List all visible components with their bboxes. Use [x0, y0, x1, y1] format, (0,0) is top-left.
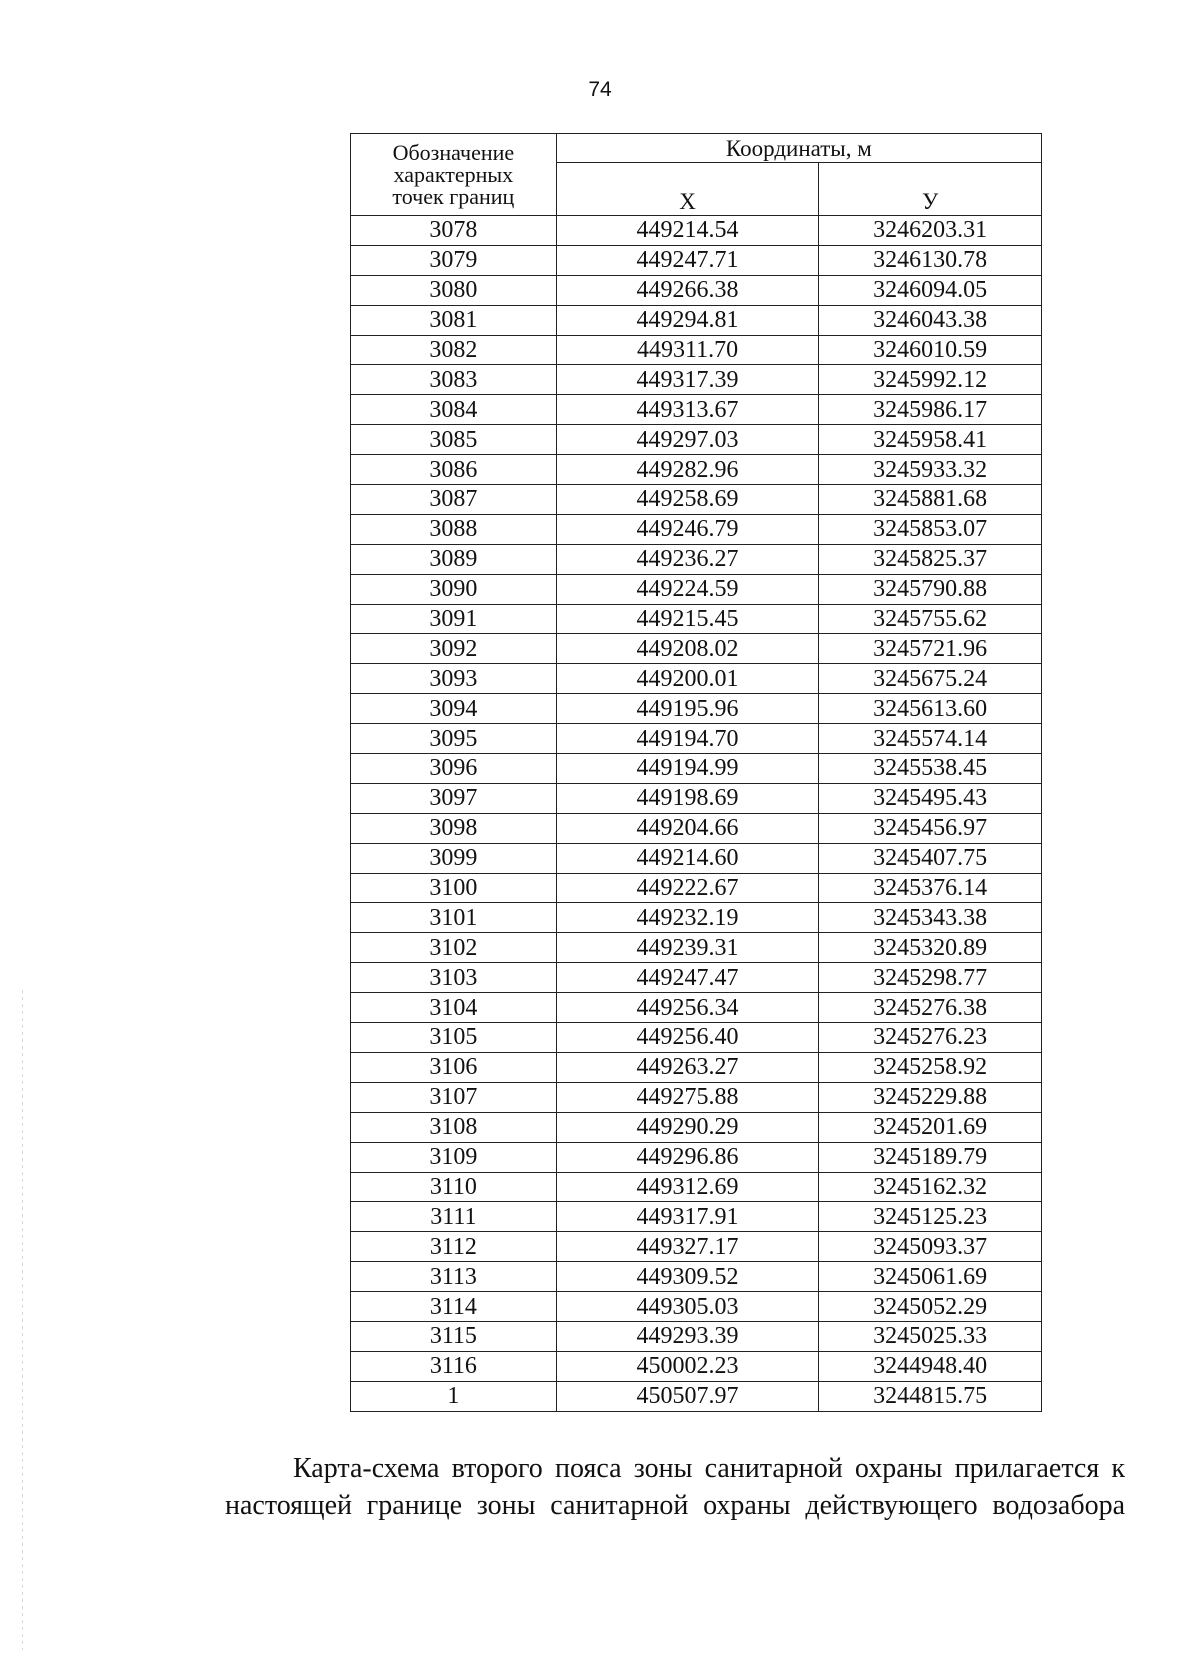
- point-id-cell: 3100: [351, 873, 557, 903]
- table-row: [351, 694, 1042, 724]
- header-designation-line-2: характерных: [393, 161, 514, 187]
- point-id-cell: 3115: [351, 1321, 557, 1351]
- y-coordinate-cell: 3246130.78: [819, 245, 1042, 275]
- table-row: [351, 754, 1042, 784]
- y-coordinate-cell: 3245298.77: [819, 963, 1042, 993]
- x-coordinate-cell: 450507.97: [556, 1381, 819, 1411]
- point-id-cell: 3105: [351, 1023, 557, 1053]
- header-coordinates: Координаты, м: [556, 134, 1041, 163]
- x-coordinate-cell: 449305.03: [556, 1292, 819, 1322]
- point-id-cell: 3085: [351, 425, 557, 455]
- point-id-cell: 3110: [351, 1172, 557, 1202]
- header-designation: [351, 134, 557, 216]
- point-id-cell: 3102: [351, 933, 557, 963]
- y-coordinate-cell: 3245992.12: [819, 365, 1042, 395]
- table-row: [351, 1232, 1042, 1262]
- y-coordinate-cell: 3245853.07: [819, 514, 1042, 544]
- table-header: [351, 134, 1042, 216]
- point-id-cell: 3114: [351, 1292, 557, 1322]
- y-coordinate-cell: 3245675.24: [819, 664, 1042, 694]
- point-id-cell: 3112: [351, 1232, 557, 1262]
- x-coordinate-cell: 449266.38: [556, 275, 819, 305]
- table-row: [351, 1292, 1042, 1322]
- x-coordinate-cell: 449317.39: [556, 365, 819, 395]
- table-row: [351, 1172, 1042, 1202]
- x-coordinate-cell: 449204.66: [556, 813, 819, 843]
- point-id-cell: 3116: [351, 1351, 557, 1381]
- y-coordinate-cell: 3245958.41: [819, 425, 1042, 455]
- table-row: [351, 634, 1042, 664]
- table-row: [351, 335, 1042, 365]
- table-row: [351, 1262, 1042, 1292]
- point-id-cell: 3098: [351, 813, 557, 843]
- point-id-cell: 3101: [351, 903, 557, 933]
- point-id-cell: 3090: [351, 574, 557, 604]
- table-row: [351, 216, 1042, 246]
- table-row: [351, 1202, 1042, 1232]
- table-row: [351, 395, 1042, 425]
- coordinates-table: [350, 133, 1042, 1412]
- point-id-cell: 3091: [351, 604, 557, 634]
- x-coordinate-cell: 449246.79: [556, 514, 819, 544]
- x-coordinate-cell: 449215.45: [556, 604, 819, 634]
- point-id-cell: 3109: [351, 1142, 557, 1172]
- table-body: [351, 216, 1042, 1412]
- y-coordinate-cell: 3245343.38: [819, 903, 1042, 933]
- table-row: [351, 275, 1042, 305]
- table-row: [351, 903, 1042, 933]
- x-coordinate-cell: 449311.70: [556, 335, 819, 365]
- point-id-cell: 3108: [351, 1112, 557, 1142]
- x-coordinate-cell: 449294.81: [556, 305, 819, 335]
- table-row: [351, 963, 1042, 993]
- x-coordinate-cell: 449313.67: [556, 395, 819, 425]
- y-coordinate-cell: 3245933.32: [819, 455, 1042, 485]
- y-coordinate-cell: 3245162.32: [819, 1172, 1042, 1202]
- x-coordinate-cell: 449282.96: [556, 455, 819, 485]
- y-coordinate-cell: 3246010.59: [819, 335, 1042, 365]
- x-coordinate-cell: 449194.70: [556, 724, 819, 754]
- table-row: [351, 604, 1042, 634]
- x-coordinate-cell: 449224.59: [556, 574, 819, 604]
- point-id-cell: 3082: [351, 335, 557, 365]
- point-id-cell: 3106: [351, 1052, 557, 1082]
- y-coordinate-cell: 3245495.43: [819, 783, 1042, 813]
- y-coordinate-cell: 3245825.37: [819, 544, 1042, 574]
- y-coordinate-cell: 3245881.68: [819, 485, 1042, 515]
- y-coordinate-cell: 3245276.38: [819, 993, 1042, 1023]
- point-id-cell: 3086: [351, 455, 557, 485]
- y-coordinate-cell: 3245320.89: [819, 933, 1042, 963]
- table-row: [351, 724, 1042, 754]
- point-id-cell: 3094: [351, 694, 557, 724]
- point-id-cell: 3088: [351, 514, 557, 544]
- table-row: [351, 544, 1042, 574]
- x-coordinate-cell: 449297.03: [556, 425, 819, 455]
- y-coordinate-cell: 3244948.40: [819, 1351, 1042, 1381]
- point-id-cell: 3083: [351, 365, 557, 395]
- y-coordinate-cell: 3245456.97: [819, 813, 1042, 843]
- x-coordinate-cell: 449239.31: [556, 933, 819, 963]
- x-coordinate-cell: 449195.96: [556, 694, 819, 724]
- x-coordinate-cell: 450002.23: [556, 1351, 819, 1381]
- x-coordinate-cell: 449247.47: [556, 963, 819, 993]
- x-coordinate-cell: 449232.19: [556, 903, 819, 933]
- x-coordinate-cell: 449208.02: [556, 634, 819, 664]
- caption-paragraph: [225, 1450, 1125, 1524]
- y-coordinate-cell: 3245376.14: [819, 873, 1042, 903]
- y-coordinate-cell: 3244815.75: [819, 1381, 1042, 1411]
- y-coordinate-cell: 3245721.96: [819, 634, 1042, 664]
- page-number: 74: [588, 78, 612, 101]
- table-row: [351, 1321, 1042, 1351]
- y-coordinate-cell: 3246043.38: [819, 305, 1042, 335]
- table-row: [351, 1142, 1042, 1172]
- point-id-cell: 3097: [351, 783, 557, 813]
- point-id-cell: 3078: [351, 216, 557, 246]
- table-row: [351, 1023, 1042, 1053]
- table-row: [351, 1351, 1042, 1381]
- point-id-cell: 3113: [351, 1262, 557, 1292]
- x-coordinate-cell: 449247.71: [556, 245, 819, 275]
- y-coordinate-cell: 3245229.88: [819, 1082, 1042, 1112]
- table-row: [351, 514, 1042, 544]
- table-row: [351, 1052, 1042, 1082]
- x-coordinate-cell: 449258.69: [556, 485, 819, 515]
- y-coordinate-cell: 3245276.23: [819, 1023, 1042, 1053]
- point-id-cell: 3093: [351, 664, 557, 694]
- header-y: У: [819, 163, 1042, 216]
- point-id-cell: 3084: [351, 395, 557, 425]
- x-coordinate-cell: 449256.40: [556, 1023, 819, 1053]
- x-coordinate-cell: 449200.01: [556, 664, 819, 694]
- point-id-cell: 3107: [351, 1082, 557, 1112]
- table-row: [351, 365, 1042, 395]
- table-row: [351, 425, 1042, 455]
- point-id-cell: 3089: [351, 544, 557, 574]
- x-coordinate-cell: 449214.60: [556, 843, 819, 873]
- caption-line-1: Карта-схема второго пояса зоны санитарной охраны прилагается к: [293, 1453, 1125, 1484]
- point-id-cell: 3095: [351, 724, 557, 754]
- y-coordinate-cell: 3245052.29: [819, 1292, 1042, 1322]
- table-row: [351, 1082, 1042, 1112]
- point-id-cell: 1: [351, 1381, 557, 1411]
- x-coordinate-cell: 449317.91: [556, 1202, 819, 1232]
- x-coordinate-cell: 449327.17: [556, 1232, 819, 1262]
- scan-edge-artifact: [22, 990, 23, 1650]
- x-coordinate-cell: 449309.52: [556, 1262, 819, 1292]
- y-coordinate-cell: 3245201.69: [819, 1112, 1042, 1142]
- y-coordinate-cell: 3245790.88: [819, 574, 1042, 604]
- table-row: [351, 574, 1042, 604]
- x-coordinate-cell: 449194.99: [556, 754, 819, 784]
- y-coordinate-cell: 3246203.31: [819, 216, 1042, 246]
- x-coordinate-cell: 449198.69: [556, 783, 819, 813]
- y-coordinate-cell: 3245189.79: [819, 1142, 1042, 1172]
- header-designation-line-1: Обозначение: [392, 139, 515, 165]
- y-coordinate-cell: 3246094.05: [819, 275, 1042, 305]
- table-row: [351, 1112, 1042, 1142]
- point-id-cell: 3081: [351, 305, 557, 335]
- y-coordinate-cell: 3245093.37: [819, 1232, 1042, 1262]
- point-id-cell: 3096: [351, 754, 557, 784]
- x-coordinate-cell: 449222.67: [556, 873, 819, 903]
- y-coordinate-cell: 3245407.75: [819, 843, 1042, 873]
- point-id-cell: 3099: [351, 843, 557, 873]
- table-row: [351, 305, 1042, 335]
- table-row: [351, 993, 1042, 1023]
- point-id-cell: 3103: [351, 963, 557, 993]
- y-coordinate-cell: 3245986.17: [819, 395, 1042, 425]
- table-row: [351, 245, 1042, 275]
- x-coordinate-cell: 449275.88: [556, 1082, 819, 1112]
- header-designation-line-3: точек границ: [392, 183, 515, 209]
- table-row: [351, 813, 1042, 843]
- header-x: X: [556, 163, 819, 216]
- y-coordinate-cell: 3245755.62: [819, 604, 1042, 634]
- y-coordinate-cell: 3245125.23: [819, 1202, 1042, 1232]
- y-coordinate-cell: 3245538.45: [819, 754, 1042, 784]
- x-coordinate-cell: 449312.69: [556, 1172, 819, 1202]
- point-id-cell: 3087: [351, 485, 557, 515]
- x-coordinate-cell: 449290.29: [556, 1112, 819, 1142]
- y-coordinate-cell: 3245025.33: [819, 1321, 1042, 1351]
- x-coordinate-cell: 449296.86: [556, 1142, 819, 1172]
- point-id-cell: 3111: [351, 1202, 557, 1232]
- x-coordinate-cell: 449293.39: [556, 1321, 819, 1351]
- y-coordinate-cell: 3245258.92: [819, 1052, 1042, 1082]
- table-row: [351, 783, 1042, 813]
- point-id-cell: 3104: [351, 993, 557, 1023]
- point-id-cell: 3080: [351, 275, 557, 305]
- table-row: [351, 873, 1042, 903]
- y-coordinate-cell: 3245613.60: [819, 694, 1042, 724]
- caption-line-2: настоящей границе зоны санитарной охраны действующего водозабора: [225, 1490, 1125, 1521]
- point-id-cell: 3092: [351, 634, 557, 664]
- point-id-cell: 3079: [351, 245, 557, 275]
- table-row: [351, 485, 1042, 515]
- y-coordinate-cell: 3245574.14: [819, 724, 1042, 754]
- x-coordinate-cell: 449236.27: [556, 544, 819, 574]
- table-row: [351, 843, 1042, 873]
- x-coordinate-cell: 449214.54: [556, 216, 819, 246]
- y-coordinate-cell: 3245061.69: [819, 1262, 1042, 1292]
- x-coordinate-cell: 449256.34: [556, 993, 819, 1023]
- table-row: [351, 664, 1042, 694]
- table-row: [351, 455, 1042, 485]
- x-coordinate-cell: 449263.27: [556, 1052, 819, 1082]
- table-row: [351, 1381, 1042, 1411]
- table-row: [351, 933, 1042, 963]
